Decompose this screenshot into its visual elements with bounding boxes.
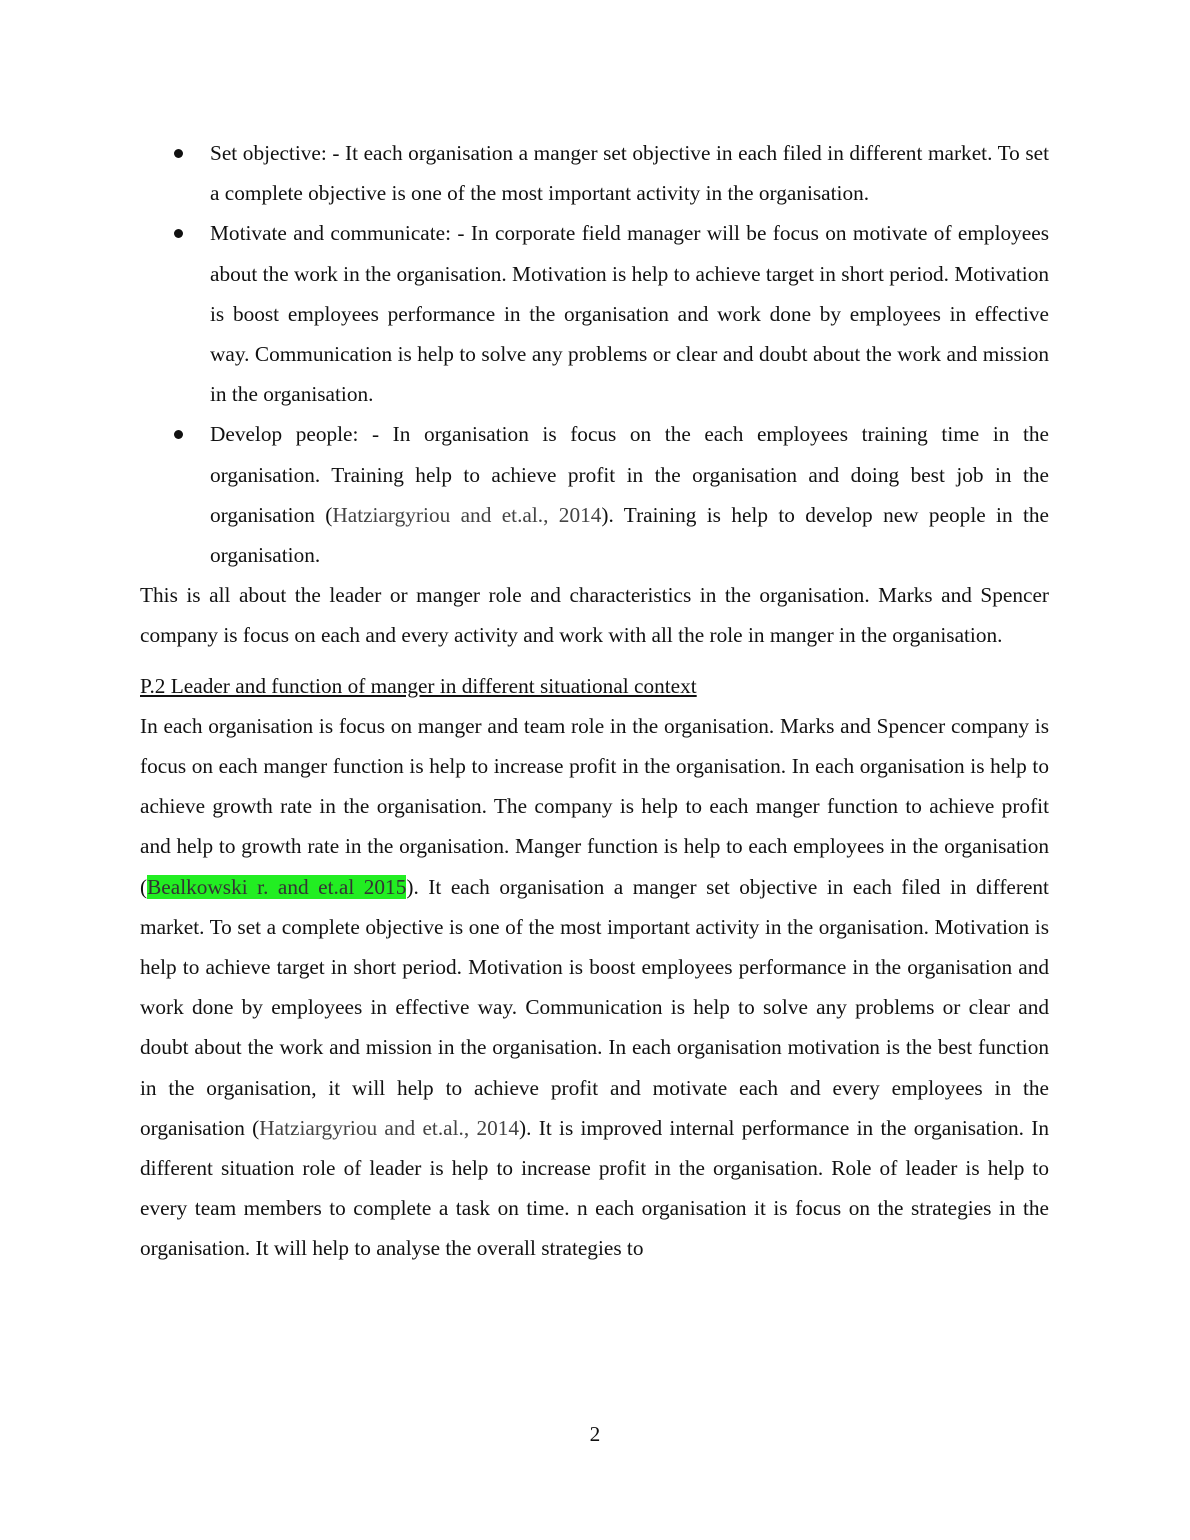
bullet-text-after: ). Training is help to develop new people in the organisation. bbox=[210, 502, 1050, 568]
bullet-text: Motivate and communicate: - In corporate field manager will be focus on motivate of employees about the work in the organisation. Motivation is help to achieve target in short period. Motivation is boost employees performance in the organisation and work done by employees in effective way. Communication is help to solve any problems or clear and doubt about the work and mission in the organisation. bbox=[210, 221, 1049, 407]
bullet-dot-icon bbox=[174, 149, 183, 158]
summary-paragraph: This is all about the leader or manger role and characteristics in the organisation. Marks and Spencer company is focus on each and every activity and work with all the role in manger in the organisation. bbox=[140, 583, 1049, 648]
bullet-text: Set objective: - It each organisation a manger set objective in each filed in different market. To set a complete objective is one of the most important activity in the organisation. bbox=[210, 141, 1049, 206]
paragraph-text: In each organisation is focus on manger and team role in the organisation. Marks and Spencer company is focus on each manger function is help to increase profit in the organisation. In each organisation is help to achieve growth rate in the organisation. The company is help to each manger function to achieve profit and help to growth rate in the organisation. Manger function is help to each employees in the organisation ( bbox=[140, 713, 1049, 899]
bullet-list bbox=[140, 133, 1049, 575]
citation: Hatziargyriou and et.al., 2014 bbox=[259, 1115, 520, 1140]
bullet-item-set-objective bbox=[140, 133, 1049, 213]
highlighted-citation: Bealkowski r. and et.al 2015 bbox=[147, 874, 407, 899]
main-paragraph bbox=[140, 706, 1049, 1269]
citation: Hatziargyriou and et.al., 2014 bbox=[332, 502, 602, 527]
bullet-item-motivate-communicate bbox=[140, 213, 1049, 414]
bullet-dot-icon bbox=[174, 430, 183, 439]
page-number: 2 bbox=[589, 1422, 601, 1446]
bullet-text-before: Develop people: - In organisation is focus on the each employees training time in the organisation. Training help to achieve profit in the organisation and doing best job in the organisation ( bbox=[210, 422, 1049, 527]
paragraph-text: ). It each organisation a manger set objective in each filed in different market. To set a complete objective is one of the most important activity in the organisation. Motivation is help to achieve target in short period. Motivation is boost employees performance in the organisation and work done by employees in effective way. Communication is help to solve any problems or clear and doubt about the work and mission in the organisation. In each organisation motivation is the best function in the organisation, it will help to achieve profit and motivate each and every employees in the organisation ( bbox=[140, 874, 1049, 1140]
section-heading: P.2 Leader and function of manger in different situational context bbox=[140, 673, 697, 698]
bullet-item-develop-people bbox=[140, 414, 1049, 575]
paragraph-text: ). It is improved internal performance in the organisation. In different situation role of leader is help to increase profit in the organisation. Role of leader is help to every team members to complete a task on time. n each organisation it is focus on the strategies in the organisation. It will help to analyse the overall strategies to bbox=[140, 1115, 1049, 1261]
bullet-dot-icon bbox=[174, 229, 183, 238]
page-content bbox=[140, 133, 1049, 1269]
